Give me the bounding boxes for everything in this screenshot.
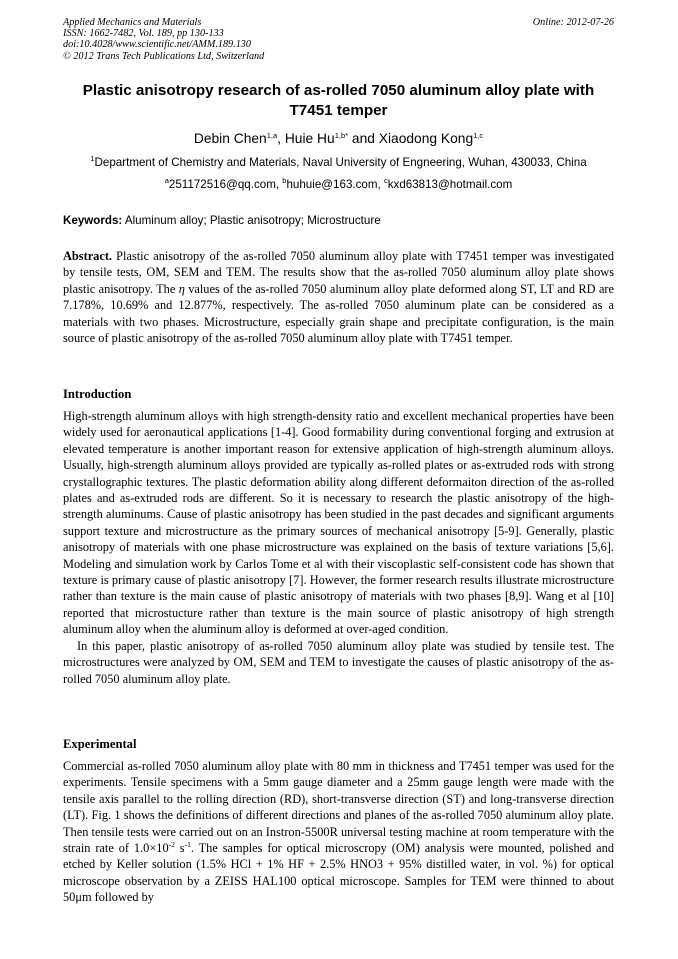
abstract-label: Abstract. (63, 249, 113, 263)
eta-symbol: η (178, 281, 185, 296)
email-address: 251172516@qq.com, (168, 178, 283, 191)
email-address: kxd63813@hotmail.com (387, 178, 513, 191)
paragraph-text: . The samples for optical microscropy (OM) analysis were mounted, polished and etched by Keller solution (1.5% HCl + 1% HF + 2.5% HNO3 + 95% distilled water, in vol. %) for optical microscope observation by a ZEISS HAL100 optical microscope. Samples for TEM were thinned to about 50μm followed by (63, 841, 615, 905)
email-superscript: a (164, 176, 169, 185)
keywords-text: Aluminum alloy; Plastic anisotropy; Microstructure (122, 214, 381, 227)
author-superscript: 1,b* (334, 131, 349, 140)
section-heading: Experimental (63, 737, 137, 751)
online-date: Online: 2012-07-26 (532, 17, 614, 28)
copyright-line: © 2012 Trans Tech Publications Ltd, Switzerland (63, 50, 265, 62)
affiliation-text: Department of Chemistry and Materials, Naval University of Engneering, Wuhan, 430033, China (94, 156, 587, 169)
author-name: Huie Hu (284, 131, 335, 146)
exponent: -2 (168, 840, 175, 850)
section-heading: Introduction (63, 387, 132, 401)
affiliation (63, 156, 614, 170)
paper-title: Plastic anisotropy research of as-rolled 7050 aluminum alloy plate with T7451 temper (82, 82, 595, 119)
author-name: Debin Chen (193, 131, 267, 146)
abstract-text: values of the as-rolled 7050 aluminum alloy plate deformed along ST, LT and RD are 7.178%, 10.69% and 12.877%, respectively. The as-rolled 7050 aluminum plate can be considered as a materials with two phases. Microstructure, especially grain shape and precipitate configuration, is the main source of plastic anisotropy of the as-rolled 7050 aluminum alloy plate with T7451 temper. (63, 281, 615, 346)
paragraph: In this paper, plastic anisotropy of as-rolled 7050 aluminum alloy plate was studied by tensile test. The microstructures were analyzed by OM, SEM and TEM to investigate the causes of plastic anisotropy of the as-rolled 7050 aluminum alloy plate. (63, 638, 614, 686)
experimental-body (63, 758, 614, 906)
email-line (63, 178, 614, 192)
paragraph: High-strength aluminum alloys with high strength-density ratio and excellent mechanical properties have been widely used for aeronautical applications [1-4]. Good formability during conventional forging and extrusion at elevated temperature is another important reason for extensive application of high-strength aluminum alloys. Usually, high-strength aluminum alloys provided are typically as-rolled plates or as-extruded rods with strong crystallographic textures. The plastic deformation ability along different deformaiton direction of the as-rolled plates and as-extruded rods are different. So it is necessary to research the plastic anisotropy of the high-strength aluminums. Cause of plastic anisotropy has been studied in the past decades and significant arguments support texture and microstructure as the primary sources of mechanical anisotropy [5-9]. Generally, plastic anisotropy of materials with one phase microstructure was explained on the basis of texture variations [5,6]. Modeling and simulation work by Carlos Tome et al with their viscoplastic self-consistent code has shown that texture is primary cause of plastic anisotropy [7]. However, the former research results illustrate microstructure rather than texture is the main cause of plastic anisotropy of materials with two phases [8,9]. Wang et al [10] reported that microstucture rather than texture is the main source of plastic anisotropy of high strength aluminum alloy when the aluminum alloy is deformed at over-aged condition. (63, 409, 614, 637)
abstract (63, 248, 614, 346)
abstract-text: Plastic anisotropy of the as-rolled 7050 aluminum alloy plate with T7451 temper was investigated by tensile tests, OM, SEM and TEM. The results show that the as-rolled 7050 aluminum alloy plate shows plastic anisotropy. The (63, 249, 614, 296)
issn-line: ISSN: 1662-7482, Vol. 189, pp 130-133 (63, 28, 224, 40)
author-name: Xiaodong Kong (378, 131, 474, 146)
journal-header (63, 17, 264, 62)
journal-name: Applied Mechanics and Materials (63, 17, 202, 28)
keywords-label: Keywords: (63, 214, 123, 227)
paragraph-text: Commercial as-rolled 7050 aluminum alloy plate with 80 mm in thickness and T7451 temper was used for the experiments. Tensile specimens with a 5mm gauge diameter and a 25mm gauge length were made with the tensile axis parallel to the rolling direction (RD), short-transverse direction (ST) and long-transverse direction (LT). Fig. 1 shows the definitions of different directions and planes of the as-rolled 7050 aluminum alloy plate. Then tensile tests were carried out on an Instron-5500R universal testing machine at room temperature with the strain rate of 1.0×10 (63, 759, 614, 856)
keywords (63, 214, 614, 228)
paragraph (63, 758, 614, 906)
author-superscript: 1,a (266, 131, 278, 140)
paragraph-text: s (174, 841, 185, 856)
doi-line: doi:10.4028/www.scientific.net/AMM.189.130 (63, 39, 251, 51)
author-separator: and (348, 131, 379, 146)
author-line (63, 130, 614, 148)
exponent: -1 (184, 840, 191, 850)
author-superscript: 1,c (473, 131, 484, 140)
email-superscript: b (282, 176, 287, 185)
email-superscript: c (383, 176, 388, 185)
email-address: huhuie@163.com, (286, 178, 384, 191)
affiliation-superscript: 1 (90, 154, 95, 163)
author-separator: , (277, 131, 285, 146)
introduction-body (63, 408, 614, 687)
